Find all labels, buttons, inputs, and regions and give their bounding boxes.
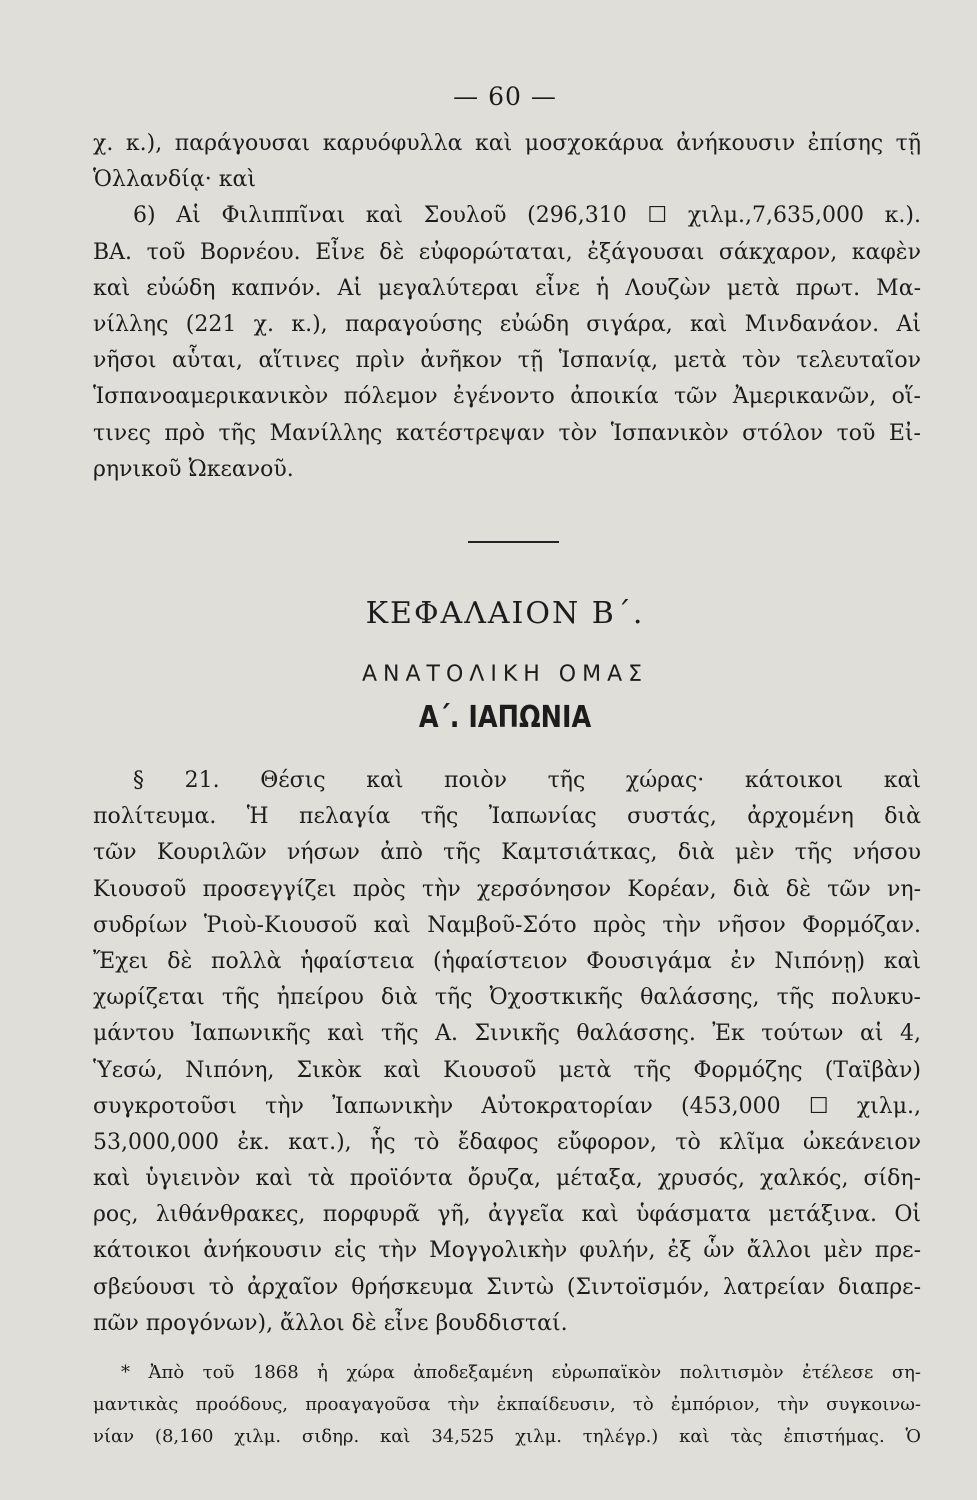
top-paragraph [93, 126, 921, 488]
footnote-line: μαντικὰς προόδους, προαγαγοῦσα τὴν ἐκπαίδευσιν, τὸ ἐμπόριον, τὴν συγκοινω- [93, 1394, 921, 1415]
text-line: χ. κ.), παράγουσαι καρυόφυλλα καὶ μοσχοκάρυα ἀνήκουσιν ἐπίσης τῇ [93, 131, 921, 156]
footnote [93, 1357, 921, 1453]
page-number: — 60 — [453, 82, 557, 111]
section-divider [468, 541, 559, 543]
text-line: χωρίζεται τῆς ἠπείρου διὰ τῆς Ὀχοστκικῆς θαλάσσης, τῆς πολυκυ- [93, 985, 921, 1011]
text-line: πολίτευμα. Ἡ πελαγία τῆς Ἰαπωνίας συστάς, ἀρχομένη διὰ [93, 804, 921, 830]
footnote-line: νίαν (8,160 χιλμ. σιδηρ. καὶ 34,525 χιλμ. τηλέγρ.) καὶ τὰς ἐπιστήμας. Ὁ [93, 1426, 921, 1447]
section-title: Α΄. ΙΑΠΩΝΙΑ [418, 700, 592, 735]
text-line: ρηνικοῦ Ὠκεανοῦ. [93, 456, 294, 482]
text-line: 53,000,000 ἐκ. κατ.), ἧς τὸ ἔδαφος εὔφορον, τὸ κλῖμα ὠκεάνειον [93, 1129, 921, 1155]
text-line: Κιουσοῦ προσεγγίζει πρὸς τὴν χερσόνησον Κορέαν, διὰ δὲ τῶν νη- [93, 876, 921, 902]
chapter-title: ΚΕΦΑΛΑΙΟΝ Β΄. [365, 596, 645, 631]
text-line: νίλλης (221 χ. κ.), παραγούσης εὐώδη σιγάρα, καὶ Μινδανάον. Αἱ [93, 311, 921, 337]
text-line: Ὁλλανδίᾳ· καὶ [93, 167, 256, 193]
text-line: συγκροτοῦσι τὴν Ἰαπωνικὴν Αὐτοκρατορίαν (453,000 ☐ χιλμ., [93, 1093, 921, 1119]
text-line: τῶν Κουριλῶν νήσων ἀπὸ τῆς Καμτσιάτκας, διὰ μὲν τῆς νήσου [93, 840, 921, 866]
text-line: § 21. Θέσις καὶ ποιὸν τῆς χώρας· κάτοικοι καὶ [133, 768, 921, 793]
text-line: τινες πρὸ τῆς Μανίλλης κατέστρεψαν τὸν Ἱσπανικὸν στόλον τοῦ Εἰ- [93, 420, 921, 446]
text-line: νῆσοι αὗται, αἵτινες πρὶν ἀνῆκον τῇ Ἱσπανίᾳ, μετὰ τὸν τελευταῖον [93, 348, 921, 374]
body-paragraph [93, 763, 921, 1342]
footnote-line: * Ἀπὸ τοῦ 1868 ἡ χώρα ἀποδεξαμένη εὐρωπαϊκὸν πολιτισμὸν ἐτέλεσε ση- [121, 1362, 921, 1383]
chapter-subtitle: ΑΝΑΤΟΛΙΚΗ ΟΜΑΣ [361, 662, 649, 687]
text-line: καὶ ὑγιεινὸν καὶ τὰ προϊόντα ὄρυζα, μέταξα, χρυσός, χαλκός, σίδη- [93, 1166, 921, 1192]
text-line: ρος, λιθάνθρακες, πορφυρᾶ γῆ, ἀγγεῖα καὶ ὑφάσματα μετάξινα. Οἱ [93, 1202, 921, 1228]
text-line: κάτοικοι ἀνήκουσιν εἰς τὴν Μογγολικὴν φυλήν, ἐξ ὧν ἄλλοι μὲν πρε- [93, 1238, 921, 1264]
text-line: 6) Αἱ Φιλιππῖναι καὶ Σουλοῦ (296,310 ☐ χιλμ.,7,635,000 κ.). [133, 203, 921, 229]
text-line: ΒΑ. τοῦ Βορνέου. Εἶνε δὲ εὐφορώταται, ἐξάγουσαι σάκχαρον, καφὲν [93, 239, 921, 265]
text-line: Ὑεσώ, Νιπόνη, Σικὸκ καὶ Κιουσοῦ μετὰ τῆς Φορμόζης (Ταϊβὰν) [93, 1057, 921, 1083]
text-line: σβεύουσι τὸ ἀρχαῖον θρήσκευμα Σιντὼ (Σιντοϊσμόν, λατρείαν διαπρε- [93, 1274, 921, 1300]
text-line: Ἱσπανοαμερικανικὸν πόλεμον ἐγένοντο ἀποικία τῶν Ἀμερικανῶν, οἵ- [93, 384, 921, 410]
text-line: συδρίων Ῥιοὺ-Κιουσοῦ καὶ Ναμβοῦ-Σότο πρὸς τὴν νῆσον Φορμόζαν. [93, 912, 921, 938]
text-line: Ἔχει δὲ πολλὰ ἡφαίστεια (ἡφαίστειον Φουσιγάμα ἐν Νιπόνῃ) καὶ [93, 948, 921, 974]
text-line: καὶ εὐώδη καπνόν. Αἱ μεγαλύτεραι εἶνε ἡ Λουζὼν μετὰ πρωτ. Μα- [93, 275, 921, 301]
text-line: πῶν προγόνων), ἄλλοι δὲ εἶνε βουδδισταί. [93, 1310, 568, 1336]
text-line: μάντου Ἰαπωνικῆς καὶ τῆς Α. Σινικῆς θαλάσσης. Ἐκ τούτων αἱ 4, [93, 1021, 921, 1047]
